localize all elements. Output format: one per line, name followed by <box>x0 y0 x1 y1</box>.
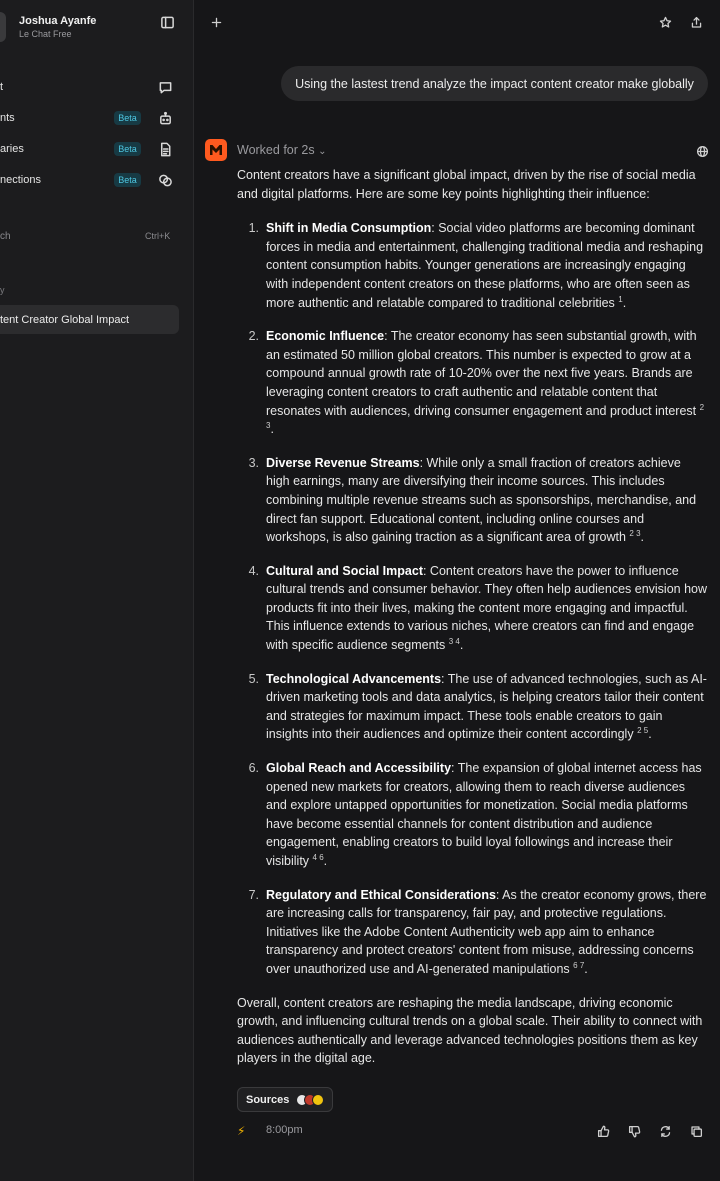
point-number: 1. <box>248 221 259 236</box>
point-text: : The expansion of global internet access has opened new markets for creators, allowing them to reach diverse audiences and explore untapped opportunities for monetization. Social media platforms have become essential channels for content distribution and audience engagement, enabling creators to build loyal followings and increase their visibility <box>266 761 702 868</box>
point-text: : The creator economy has seen substantial growth, with an estimated 50 million global creators. This number is expected to grow at a compound annual growth rate of 10-20% over the next five years. Brands are leveraging content creators to craft authentic and relatable content that resonates with audiences, driving consumer engagement and product interest <box>266 329 697 418</box>
robot-icon[interactable] <box>156 109 174 127</box>
lightning-icon: ⚡ <box>237 1124 246 1138</box>
list-item: 2. Economic Influence: The creator economy has seen substantial growth, with an estimated 50 million global creators. This number is expected to grow at a compound annual growth rate of 10-20% over the next five years. Brands are leveraging content creators to craft authentic and relatable content that resonates with audiences, driving consumer engagement and product interest $^{2 3}$. <box>237 327 707 439</box>
point-title: Shift in Media Consumption <box>266 221 432 236</box>
regenerate-icon[interactable] <box>657 1123 673 1139</box>
point-number: 2. <box>248 329 259 344</box>
list-item: 5. Technological Advancements: The use of advanced technologies, such as AI-driven marketing tools and data analytics, is helping creators tailor their content and strategies for maximum impact. These tools enable creators to gain insights into their audiences and optimize their content accordingly $^{2 5}$. <box>237 670 707 744</box>
source-favicon-icon <box>312 1094 324 1106</box>
point-number: 3. <box>248 455 259 470</box>
citation[interactable]: 6 7 <box>573 960 585 970</box>
user-plan: Le Chat Free <box>19 29 72 39</box>
point-text: : Content creators have the power to influence cultural trends and consumer behavior. They often help audiences envision how products fit into their lives, making the content more engaging and impactful. This influence extends to various niches, where creators can find and engage with specific audience segments <box>266 563 708 653</box>
thumbs-up-icon[interactable] <box>595 1123 611 1139</box>
list-item: 7. Regulatory and Ethical Considerations: As the creator economy grows, there are increasing calls for transparency, fair pay, and protective regulations. Initiatives like the Adobe Content Authenticity web app aim to enhance transparency and protect creators' content from misuse, addressing concerns over unauthorized use and AI-generated manipulations $^{6 7}$. <box>237 886 707 979</box>
active-chat-item[interactable]: tent Creator Global Impact <box>0 305 179 334</box>
message-time: 8:00pm <box>266 1124 303 1136</box>
beta-badge: Beta <box>114 111 141 125</box>
citation[interactable]: 2 3 <box>629 528 641 538</box>
point-title: Global Reach and Accessibility <box>266 761 452 776</box>
sources-button[interactable] <box>237 1087 333 1112</box>
answer-intro: Content creators have a significant global impact, driven by the rise of social media and digital platforms. Here are some key points highlighting their influence: <box>237 168 696 201</box>
point-text: : As the creator economy grows, there are increasing calls for transparency, fair pay, and protective regulations. Initiatives like the Adobe Content Authenticity web app aim to enhance transparency and protect creators' content from misuse, addressing concerns over unauthorized use and AI-generated manipulations <box>266 887 707 976</box>
citation[interactable]: 4 6 <box>312 852 324 862</box>
point-number: 5. <box>248 671 259 686</box>
star-icon[interactable] <box>657 14 673 30</box>
point-text: : Social video platforms are becoming dominant forces in media and entertainment, challenging traditional media and reshaping content consumption habits. Younger generations are increasingly engaging with independent content creators on these platforms, who are often seen as more authentic and relatable compared to traditional celebrities <box>266 221 704 310</box>
citation[interactable]: 3 4 <box>448 636 460 646</box>
copy-icon[interactable] <box>688 1123 704 1139</box>
point-text: : The use of advanced technologies, such as AI-driven marketing tools and data analytics, is helping creators tailor their content and strategies for maximum impact. These tools enable creators to gain insights into their audiences and optimize their content accordingly <box>266 671 707 742</box>
list-item: 1. Shift in Media Consumption: Social video platforms are becoming dominant forces in media and entertainment, challenging traditional media and reshaping content consumption habits. Younger generations are increasingly engaging with independent content creators on these platforms, who are often seen as more authentic and relatable compared to traditional celebrities $^1$. <box>237 219 707 312</box>
chat-bubble-icon[interactable] <box>156 78 174 96</box>
citation[interactable]: 2 5 <box>637 726 649 736</box>
avatar[interactable] <box>0 12 6 42</box>
point-title: Economic Influence <box>266 329 385 344</box>
answer-conclusion: Overall, content creators are reshaping the media landscape, driving economic growth, and influencing cultural trends on a global scale. Their ability to connect with audiences authentically and leverage advanced technologies positions them as key players in the digital age. <box>237 995 703 1066</box>
sidebar <box>0 0 194 1181</box>
point-number: 4. <box>248 563 259 578</box>
point-title: Regulatory and Ethical Considerations <box>266 887 496 902</box>
list-item: 6. Global Reach and Accessibility: The expansion of global internet access has opened new markets for creators, allowing them to reach diverse audiences and explore untapped opportunities for monetization. Social media platforms have become essential channels for content distribution and audience engagement, enabling creators to build loyal followings and increase their visibility $^{4 6}$. <box>237 759 707 871</box>
worked-status-text: Worked for 2s <box>237 143 315 157</box>
globe-icon[interactable] <box>694 143 710 159</box>
point-number: 7. <box>248 887 259 902</box>
sidebar-search[interactable]: ch <box>0 231 11 242</box>
point-title: Technological Advancements <box>266 671 442 686</box>
search-shortcut: Ctrl+K <box>145 231 171 241</box>
list-item: 3. Diverse Revenue Streams: While only a small fraction of creators achieve high earnings, many are diversifying their income sources. This includes combining multiple revenue streams such as sponsorships, merchandise, and direct fan support. Educational content, including online courses and workshops, is also gaining traction as a significant area of growth $^{2 3}$. <box>237 454 707 547</box>
plus-icon[interactable] <box>208 14 224 30</box>
citation[interactable]: 2 3 <box>266 402 705 430</box>
sidebar-item-connections[interactable]: nections <box>0 174 41 186</box>
share-icon[interactable] <box>688 14 704 30</box>
beta-badge: Beta <box>114 173 141 187</box>
sidebar-item-libraries[interactable]: aries <box>0 143 24 155</box>
sources-label: Sources <box>246 1093 290 1106</box>
point-text: : While only a small fraction of creators achieve high earnings, many are diversifying their income sources. This includes combining multiple revenue streams such as sponsorships, merchandise, and direct fan support. Educational content, including online courses and workshops, is also gaining traction as a significant area of growth <box>266 455 697 545</box>
list-item: 4. Cultural and Social Impact: Content creators have the power to influence cultural trends and consumer behavior. They often help audiences envision how products fit into their lives, making the content more engaging and impactful. This influence extends to various niches, where creators can find and engage with specific audience segments $^{3 4}$. <box>237 562 707 655</box>
citation[interactable]: 1 <box>618 294 623 304</box>
assistant-answer <box>237 166 707 1084</box>
mistral-logo-icon <box>205 139 227 161</box>
toggle-sidebar-icon[interactable] <box>158 13 176 31</box>
sidebar-item-chat[interactable]: t <box>0 81 4 93</box>
source-favicons <box>296 1094 324 1106</box>
thumbs-down-icon[interactable] <box>626 1123 642 1139</box>
point-number: 6. <box>248 761 259 776</box>
history-section-label: y <box>0 285 5 295</box>
points-list <box>237 219 707 978</box>
point-title: Diverse Revenue Streams <box>266 455 420 470</box>
chevron-down-icon: ⌄ <box>318 146 327 157</box>
sidebar-item-agents[interactable]: nts <box>0 112 15 124</box>
link-icon[interactable] <box>156 171 174 189</box>
document-icon[interactable] <box>156 140 174 158</box>
worked-status[interactable] <box>237 143 326 157</box>
main-panel <box>194 0 720 1181</box>
user-name[interactable]: Joshua Ayanfe <box>19 15 97 27</box>
beta-badge: Beta <box>114 142 141 156</box>
user-message: Using the lastest trend analyze the impact content creator make globally <box>281 66 708 101</box>
point-title: Cultural and Social Impact <box>266 563 423 578</box>
